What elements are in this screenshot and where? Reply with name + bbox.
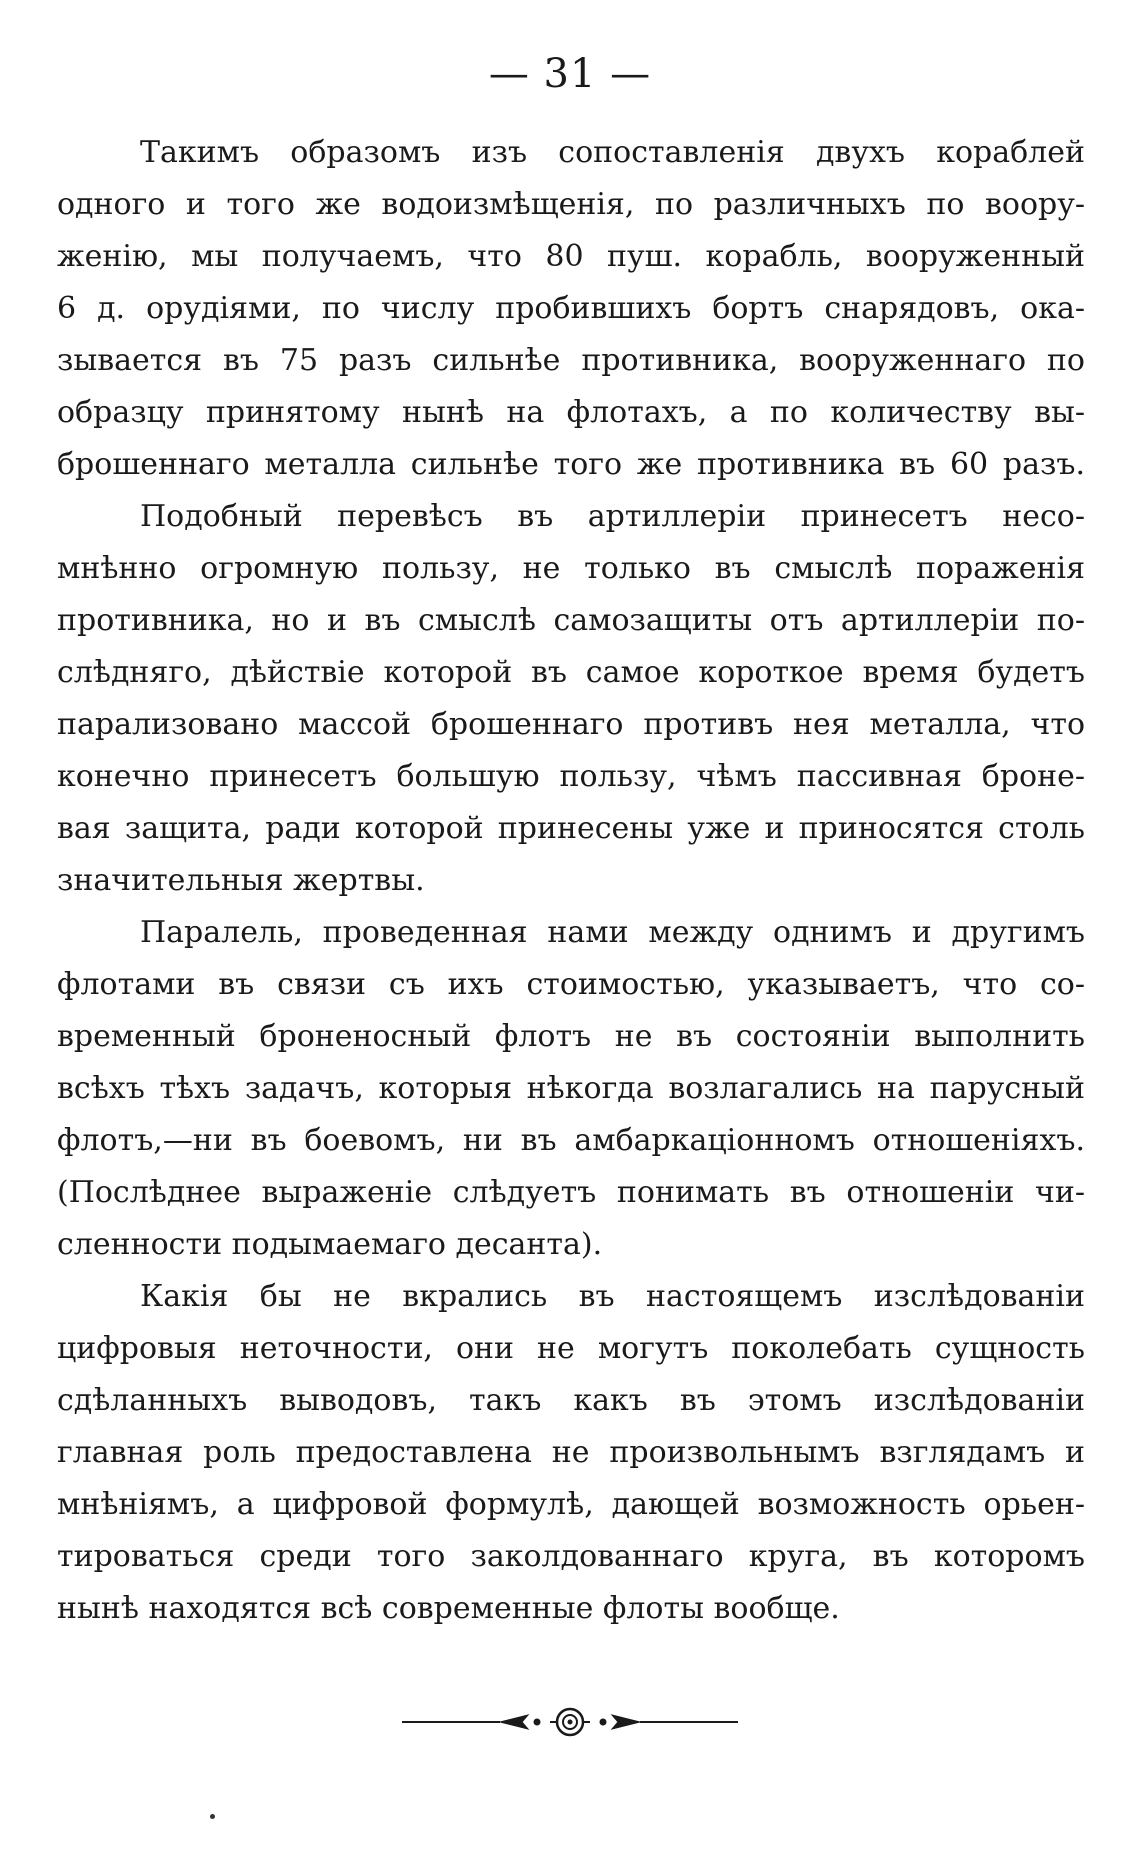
text-line: конечно принесетъ большую пользу, чѣмъ пассивная броне- — [57, 759, 1085, 794]
text-line: всѣхъ тѣхъ задачъ, которыя нѣкогда возлагались на парусный — [57, 1071, 1085, 1106]
text-line: одного и того же водоизмѣщенія, по различныхъ по воору- — [57, 187, 1085, 222]
print-speck — [210, 1814, 215, 1819]
text-line: главная роль предоставлена не произвольнымъ взглядамъ и — [57, 1435, 1085, 1470]
text-line: Паралель, проведенная нами между однимъ и другимъ — [140, 915, 1085, 950]
text-line: парализовано массой брошеннаго противъ нея металла, что — [57, 707, 1085, 742]
text-line: флотъ,—ни въ боевомъ, ни въ амбаркаціонномъ отношеніяхъ. — [57, 1123, 1085, 1158]
text-line: зывается въ 75 разъ сильнѣе противника, вооруженнаго по — [57, 343, 1085, 378]
text-line: женію, мы получаемъ, что 80 пуш. корабль, вооруженный — [57, 239, 1085, 274]
paragraph-4 — [57, 1271, 1085, 1635]
text-line: флотами въ связи съ ихъ стоимостью, указываетъ, что со- — [57, 967, 1085, 1002]
page-number: — 31 — — [488, 51, 652, 97]
text-line: брошеннаго металла сильнѣе того же противника въ 60 разъ. — [57, 447, 1085, 482]
text-line: Подобный перевѣсъ въ артиллеріи принесетъ несо- — [140, 499, 1085, 534]
ornament-divider-icon — [400, 1702, 740, 1742]
paragraph-1 — [57, 127, 1085, 491]
paragraph-2 — [57, 491, 1085, 907]
text-line: 6 д. орудіями, по числу пробившихъ бортъ снарядовъ, ока- — [57, 291, 1085, 326]
text-line: вая защита, ради которой принесены уже и приносятся столь — [57, 811, 1085, 846]
text-line: временный броненосный флотъ не въ состояніи выполнить — [57, 1019, 1085, 1054]
text-line: нынѣ находятся всѣ современные флоты вообще. — [57, 1591, 840, 1626]
text-line: сдѣланныхъ выводовъ, такъ какъ въ этомъ изслѣдованіи — [57, 1383, 1085, 1418]
body-text — [57, 127, 1085, 1635]
paragraph-3 — [57, 907, 1085, 1271]
text-line: значительныя жертвы. — [57, 863, 425, 898]
text-line: слѣдняго, дѣйствіе которой въ самое короткое время будетъ — [57, 655, 1085, 690]
text-line: мнѣнно огромную пользу, не только въ смыслѣ пораженія — [57, 551, 1085, 586]
text-line: Такимъ образомъ изъ сопоставленія двухъ кораблей — [140, 135, 1085, 170]
text-line: образцу принятому нынѣ на флотахъ, а по количеству вы- — [57, 395, 1085, 430]
text-line: Какія бы не вкрались въ настоящемъ изслѣдованіи — [140, 1279, 1085, 1314]
text-line: сленности подымаемаго десанта). — [57, 1227, 603, 1262]
text-line: (Послѣднее выраженіе слѣдуетъ понимать въ отношеніи чи- — [57, 1175, 1085, 1210]
text-line: тироваться среди того заколдованнаго круга, въ которомъ — [57, 1539, 1085, 1574]
text-line: цифровыя неточности, они не могутъ поколебать сущность — [57, 1331, 1085, 1366]
text-line: противника, но и въ смыслѣ самозащиты отъ артиллеріи по- — [57, 603, 1085, 638]
text-line: мнѣніямъ, а цифровой формулѣ, дающей возможность орьен- — [57, 1487, 1085, 1522]
